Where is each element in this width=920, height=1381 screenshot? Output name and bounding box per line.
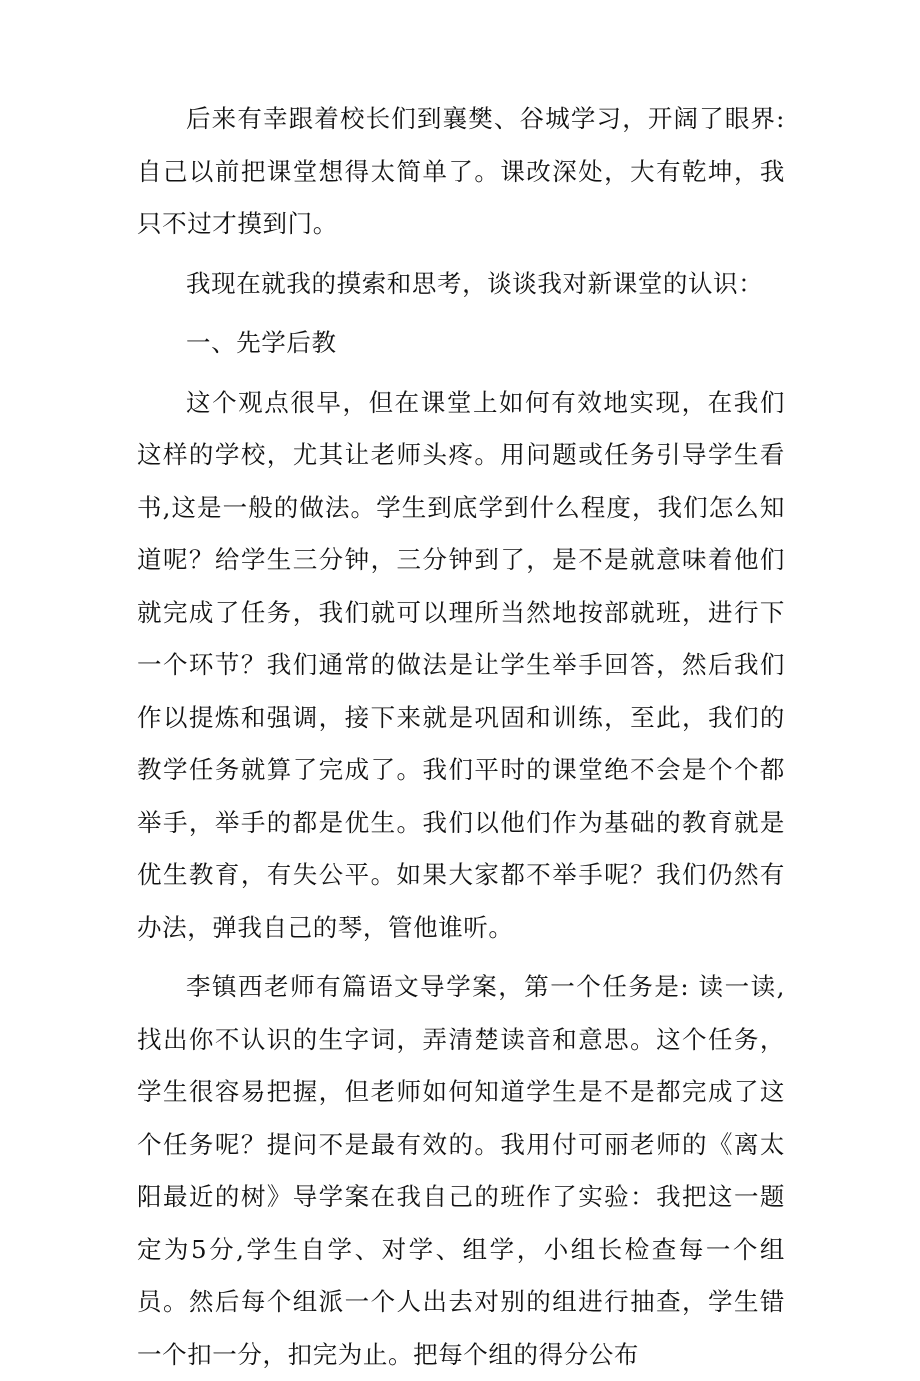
paragraph-gap [137,310,785,317]
paragraph-exploration: 我现在就我的摸索和思考，谈谈我对新课堂的认识： [186,268,764,298]
paragraph-gap [137,370,785,377]
paragraph-example: 李镇西老师有篇语文导学案，第一个任务是: 读一读,找出你不认识的生字词，弄清楚读音和意思。这个任务，学生很容易把握，但老师如何知道学生是不是都完成了这个任务呢？提问不是最有效的。我用付可丽老师的《离太阳最近的树》导学案在我自己的班作了实验：我把这一题定为5分,学生自学、对学、组学，小组长检查每一个组员。然后每个组派一个人出去对别的组进行抽查，学生错一个扣一分，扣完为止。把每个组的得分公布 [137,972,785,1369]
document-body [137,93,785,1381]
paragraph-gap [137,251,785,258]
paragraph-intro: 后来有幸跟着校长们到襄樊、谷城学习，开阔了眼界:自己以前把课堂想得太简单了。课改深处，大有乾坤，我只不过才摸到门。 [137,104,785,238]
paragraph-discussion: 这个观点很早，但在课堂上如何有效地实现，在我们这样的学校，尤其让老师头疼。用问题或任务引导学生看书,这是一般的做法。学生到底学到什么程度，我们怎么知道呢？给学生三分钟，三分钟到了，是不是就意味着他们就完成了任务，我们就可以理所当然地按部就班，进行下一个环节？我们通常的做法是让学生举手回答，然后我们作以提炼和强调，接下来就是巩固和训练，至此，我们的教学任务就算了完成了。我们平时的课堂绝不会是个个都举手，举手的都是优生。我们以他们作为基础的教育就是优生教育，有失公平。如果大家都不举手呢？我们仍然有办法，弹我自己的琴，管他谁听。 [137,387,785,942]
section-heading: 一、先学后教 [186,328,337,357]
paragraph-gap [137,954,785,961]
